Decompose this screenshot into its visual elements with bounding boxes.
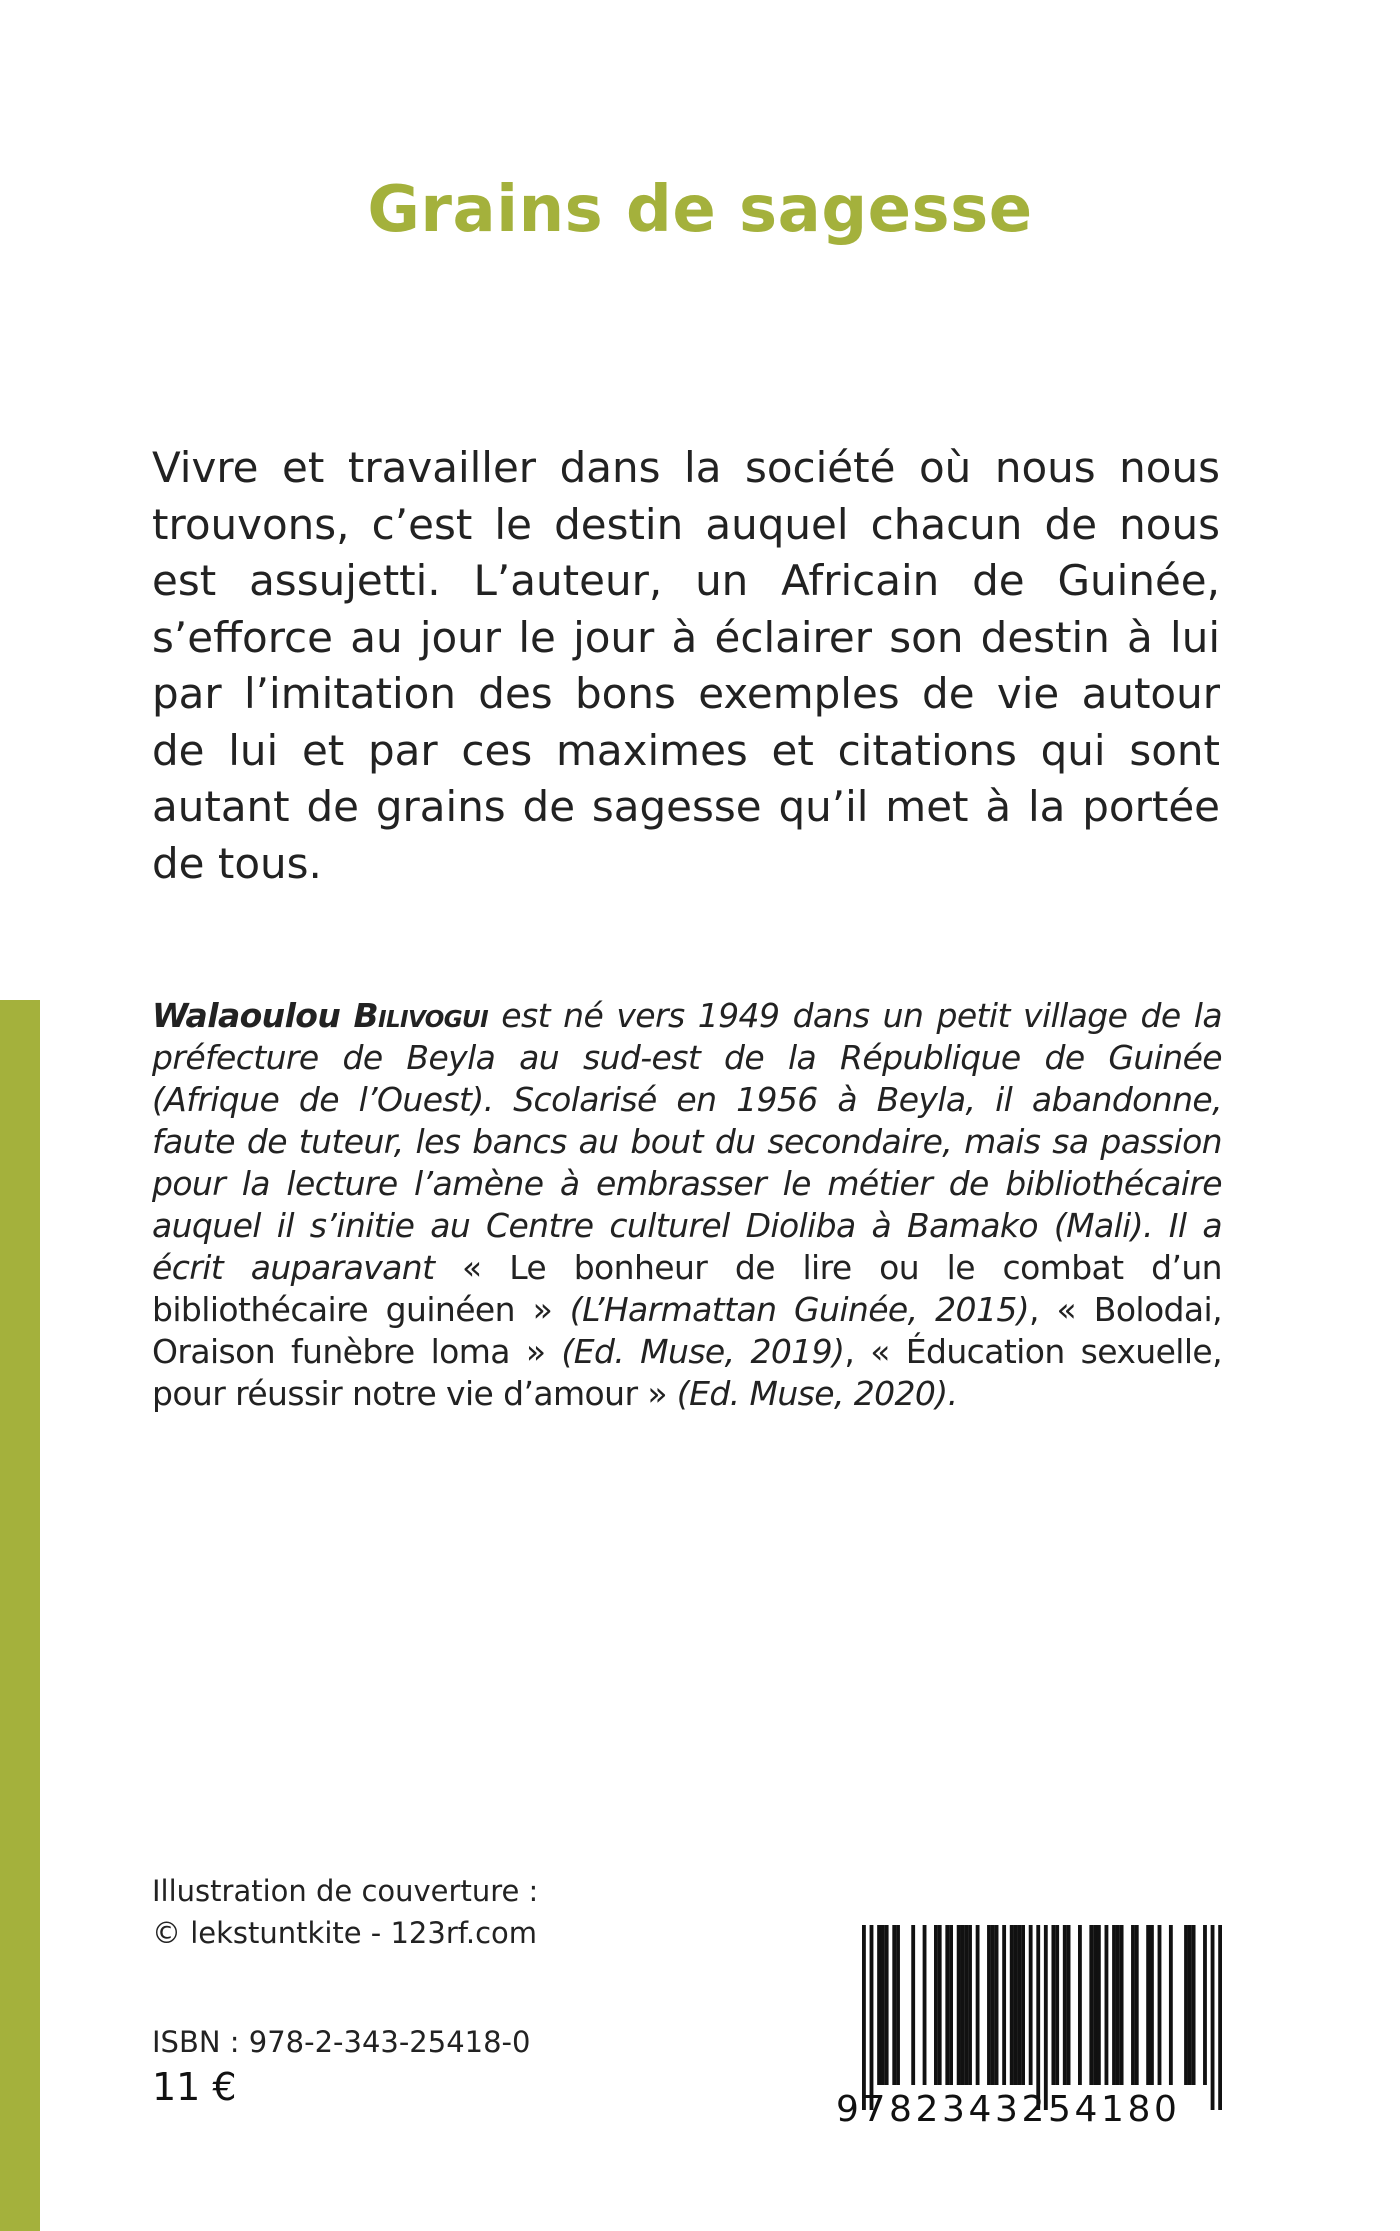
barcode-bar — [1203, 1925, 1207, 2085]
barcode-bar — [1169, 1925, 1173, 2085]
barcode-bar — [1116, 1925, 1120, 2085]
barcode-bar — [1150, 1925, 1154, 2085]
previous-work-1: « Le bonheur de lire ou le combat d’un bibliothécaire guinéen » — [152, 1248, 1222, 1329]
barcode-bar — [1184, 1925, 1188, 2085]
barcode-bar — [1131, 1925, 1135, 2085]
barcode-bar — [1055, 1925, 1059, 2085]
barcode-bars — [862, 1925, 1222, 2110]
barcode-bar — [957, 1925, 961, 2085]
book-summary: Vivre et travailler dans la société où nous nous trouvons, c’est le destin auquel chacun de nous est assujetti. L’auteur, un Africain de Guinée, s’efforce au jour le jour à éclairer son destin à lui par l’imitation des bons exemples de vie autour de lui et par ces maximes et citations qui sont autant de grains de sagesse qu’il met à la portée de tous. — [152, 443, 1220, 888]
barcode-bar — [1112, 1925, 1116, 2085]
barcode-bar — [1017, 1925, 1021, 2085]
author-first-name: Walaoulou — [152, 996, 341, 1035]
barcode-bar — [1188, 1925, 1192, 2085]
barcode-bar — [1218, 1925, 1222, 2110]
barcode-bar — [945, 1925, 949, 2085]
barcode-bar — [1067, 1925, 1071, 2085]
barcode-bar — [885, 1925, 889, 2085]
isbn: ISBN : 978-2-343-25418-0 — [152, 2025, 531, 2059]
barcode-bar — [1036, 1925, 1040, 2110]
barcode-bar — [987, 1925, 991, 2085]
barcode-bar — [896, 1925, 900, 2085]
barcode-bar — [1146, 1925, 1150, 2085]
barcode-bar — [881, 1925, 885, 2085]
barcode-bar — [1089, 1925, 1093, 2085]
barcode-bar — [923, 1925, 927, 2085]
barcode-bar — [911, 1925, 915, 2085]
barcode-digits: 9782343254180 — [836, 2089, 1181, 2130]
barcode-bar — [1029, 1925, 1033, 2085]
credit-label: Illustration de couverture : — [152, 1874, 539, 1908]
barcode-bar — [1158, 1925, 1162, 2085]
barcode-bar — [1120, 1925, 1124, 2085]
barcode-bar — [1093, 1925, 1097, 2085]
separator-1: , — [1029, 1290, 1057, 1329]
illustration-credit — [152, 1870, 538, 1954]
bio-text: est né vers 1949 dans un petit village de la préfecture de Beyla au sud-est de la République de Guinée (Afrique de l’Ouest). Scolarisé en 1956 à Beyla, il abandonne, faute de tuteur, les bancs au bout du secondaire, mais sa passion pour la lecture l’amène à embrasser le métier de bibliothécaire auquel il s’initie au Centre culturel Dioliba à Bamako (Mali). Il a écrit auparavant — [152, 996, 1222, 1287]
barcode-bar — [1192, 1925, 1196, 2085]
barcode-bar — [1021, 1925, 1025, 2085]
previous-work-3-ref: (Ed. Muse, 2020) — [666, 1374, 948, 1413]
barcode-bar — [934, 1925, 938, 2085]
barcode-bar — [1135, 1925, 1139, 2085]
barcode-bar — [877, 1925, 881, 2085]
barcode-bar — [1097, 1925, 1101, 2085]
barcode-bar — [892, 1925, 896, 2085]
accent-side-bar — [0, 1000, 40, 2231]
author-surname: Bilivogui — [353, 996, 489, 1035]
barcode-bar — [995, 1925, 999, 2085]
price: 11 € — [152, 2065, 237, 2109]
barcode-bar — [1044, 1925, 1048, 2110]
barcode-bar — [976, 1925, 980, 2085]
barcode-bar — [1211, 1925, 1215, 2110]
barcode-bar — [1014, 1925, 1018, 2085]
book-title: Grains de sagesse — [367, 173, 1033, 247]
barcode-bar — [1002, 1925, 1006, 2085]
barcode-bar — [991, 1925, 995, 2085]
previous-work-3: « Éducation sexuelle, pour réussir notre vie d’amour » — [152, 1332, 1222, 1413]
previous-work-1-ref: (L’Harmattan Guinée, 2015) — [552, 1290, 1030, 1329]
barcode-bar — [1105, 1925, 1109, 2085]
barcode-bar — [1063, 1925, 1067, 2085]
barcode-bar — [862, 1925, 866, 2110]
separator-2: , — [844, 1332, 871, 1371]
barcode-bar — [1078, 1925, 1082, 2085]
author-biography — [152, 995, 1222, 1415]
barcode-bar — [938, 1925, 942, 2085]
barcode-bar — [968, 1925, 972, 2085]
credit-source: © lekstuntkite - 123rf.com — [152, 1916, 538, 1950]
barcode — [862, 1925, 1222, 2110]
barcode-bar — [949, 1925, 953, 2085]
barcode-bar — [1051, 1925, 1055, 2085]
barcode-bar — [964, 1925, 968, 2085]
previous-work-2-ref: (Ed. Muse, 2019) — [545, 1332, 845, 1371]
bio-end: . — [947, 1374, 958, 1413]
barcode-bar — [1010, 1925, 1014, 2085]
barcode-bar — [870, 1925, 874, 2110]
previous-work-2: « Bolodai, Oraison funèbre loma » — [152, 1290, 1222, 1371]
barcode-bar — [961, 1925, 965, 2085]
